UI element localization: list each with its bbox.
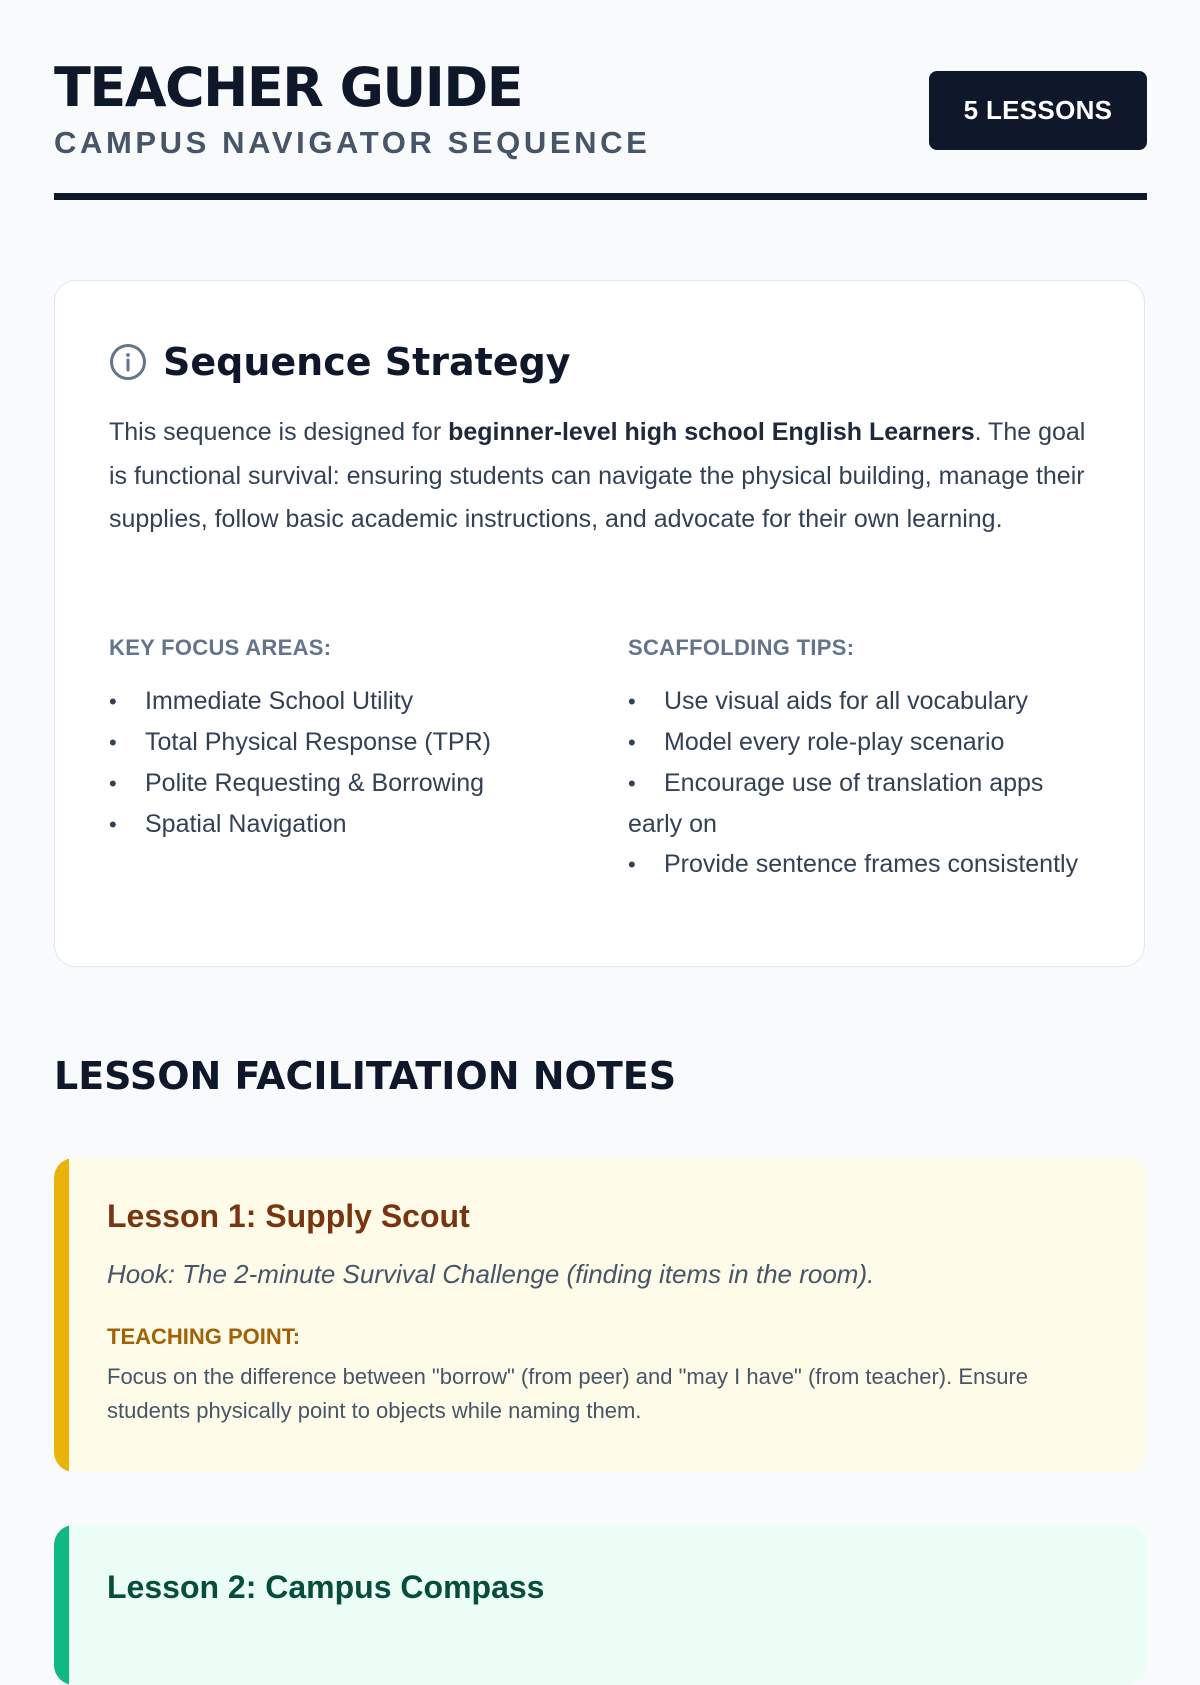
key-focus-areas: [109, 633, 569, 845]
bullet-icon: •: [628, 852, 636, 877]
strategy-description: [109, 411, 1089, 542]
bullet-icon: •: [628, 689, 636, 714]
list-item: [109, 763, 569, 804]
lesson-title: Lesson 1: Supply Scout: [107, 1198, 470, 1234]
list-item: [628, 844, 1088, 885]
bullet-icon: •: [628, 730, 636, 755]
teaching-point-text: Focus on the difference between "borrow" (from peer) and "may I have" (from teacher). Ensure students physically point to objects while naming them.: [107, 1364, 1029, 1423]
page-header: [54, 0, 1147, 200]
facilitation-notes-heading: LESSON FACILITATION NOTES: [54, 1054, 677, 1098]
page-title: TEACHER GUIDE: [54, 56, 523, 119]
lesson-card-2: [54, 1525, 1147, 1685]
list-item-text: Encourage use of translation apps early on: [628, 769, 1044, 838]
teacher-guide-page: [54, 0, 1147, 1605]
header-divider: [54, 193, 1147, 200]
page-subtitle: CAMPUS NAVIGATOR SEQUENCE: [54, 125, 651, 160]
info-icon: [109, 343, 147, 381]
lesson-hook: Hook: The 2-minute Survival Challenge (finding items in the room).: [107, 1259, 875, 1289]
list-item-text: Model every role-play scenario: [664, 728, 1005, 756]
list-item-text: Polite Requesting & Borrowing: [145, 769, 485, 797]
lesson-title: Lesson 2: Campus Compass: [107, 1569, 545, 1605]
list-item: [628, 722, 1088, 763]
sequence-strategy-card: [54, 280, 1145, 967]
teaching-point-label: TEACHING POINT:: [107, 1324, 301, 1349]
bullet-icon: •: [109, 812, 117, 837]
list-item-text: Immediate School Utility: [145, 687, 414, 715]
strategy-body-suffix: . The goal is functional survival: ensuring students can navigate the physical building, manage their supplies, follow basic academic instructions, and advocate for their own learning.: [109, 418, 1086, 533]
list-item: [628, 681, 1088, 722]
list-item-text: Spatial Navigation: [145, 810, 347, 838]
key-focus-label: KEY FOCUS AREAS:: [109, 635, 332, 660]
strategy-body-prefix: This sequence is designed for: [109, 418, 449, 446]
bullet-icon: •: [628, 771, 636, 796]
scaffolding-tips-label: SCAFFOLDING TIPS:: [628, 635, 855, 660]
list-item: [109, 804, 569, 845]
key-focus-list: [109, 681, 569, 845]
list-item-text: Use visual aids for all vocabulary: [664, 687, 1029, 715]
bullet-icon: •: [109, 771, 117, 796]
list-item: [628, 763, 1088, 844]
bullet-icon: •: [109, 689, 117, 714]
lesson-count-badge: 5 LESSONS: [929, 71, 1147, 150]
strategy-body-emphasis: beginner-level high school English Learners: [448, 418, 975, 446]
lesson-accent-bar: [54, 1158, 69, 1472]
list-item: [109, 681, 569, 722]
list-item-text: Total Physical Response (TPR): [145, 728, 491, 756]
scaffolding-tips-list: [628, 681, 1088, 885]
lesson-card-1: [54, 1158, 1147, 1472]
list-item: [109, 722, 569, 763]
lesson-accent-bar: [54, 1525, 69, 1685]
strategy-heading: [109, 337, 571, 387]
list-item-text: Provide sentence frames consistently: [664, 850, 1079, 878]
scaffolding-tips: [628, 633, 1088, 885]
strategy-title: Sequence Strategy: [163, 340, 571, 384]
bullet-icon: •: [109, 730, 117, 755]
